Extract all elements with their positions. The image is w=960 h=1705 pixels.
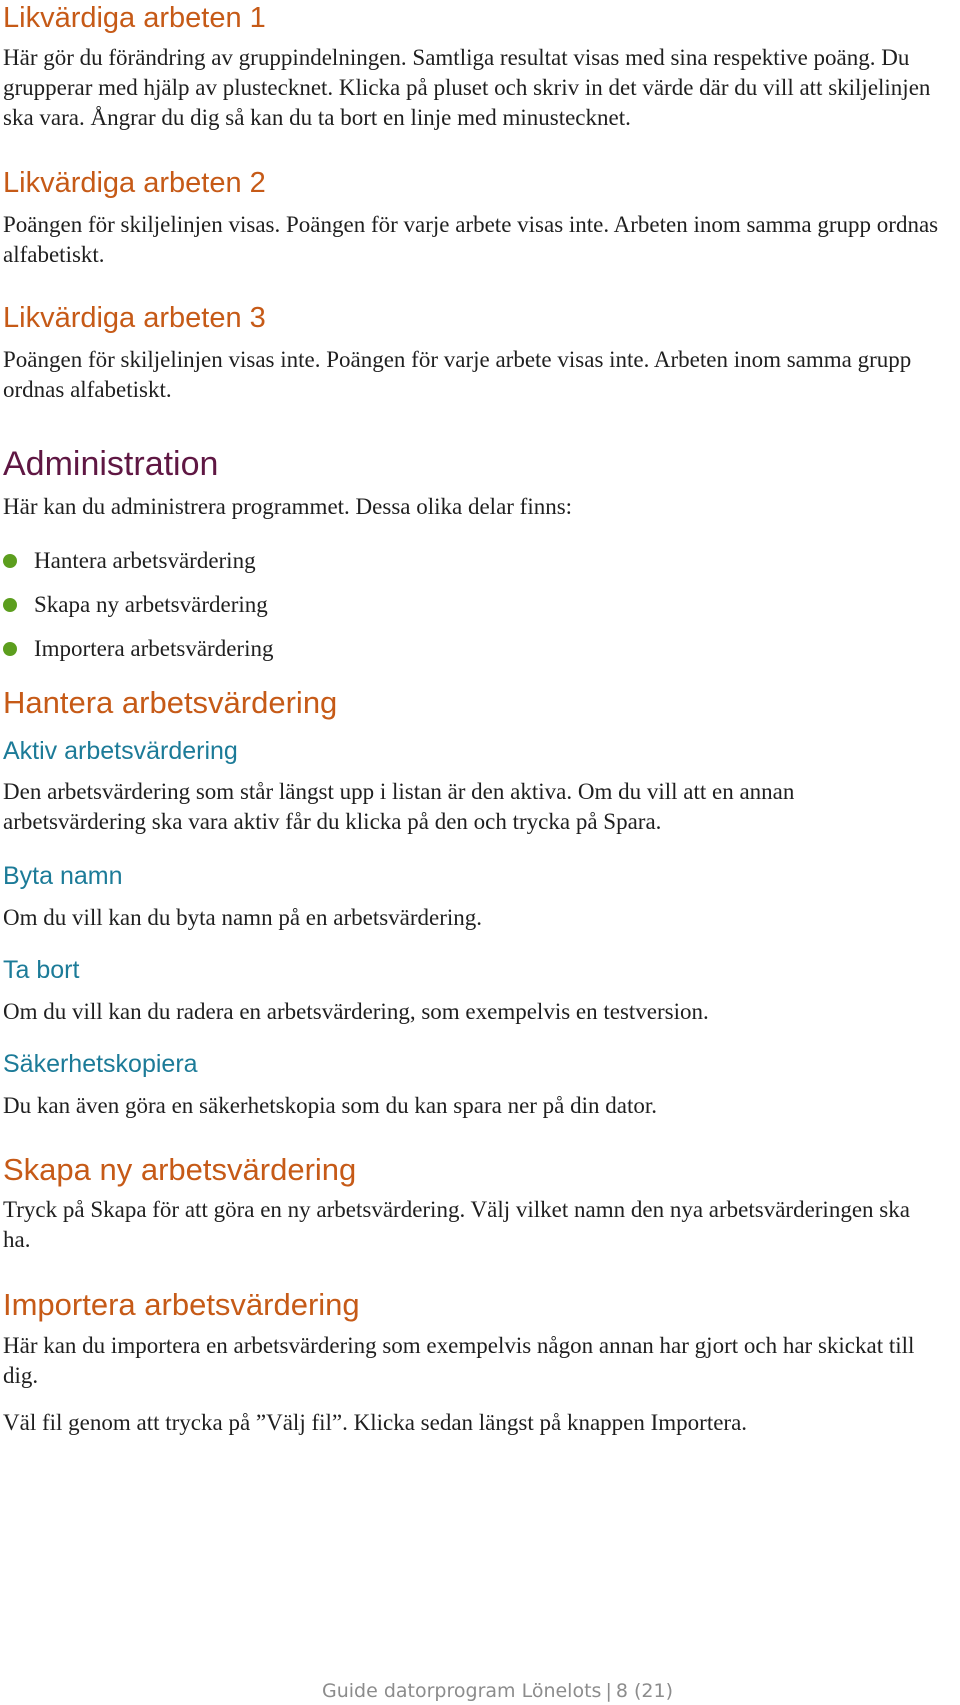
heading-byta-namn: Byta namn <box>3 862 123 890</box>
paragraph-aktiv: Den arbetsvärdering som står längst upp i listan är den aktiva. Om du vill att en annan arbetsvärdering ska vara aktiv får du klicka på den och trycka på Spara. <box>3 779 795 834</box>
bullet-dot-icon <box>3 598 17 612</box>
footer-separator: | <box>605 1680 612 1702</box>
paragraph-skapa-ny: Tryck på Skapa för att göra en ny arbetsvärdering. Välj vilket namn den nya arbetsvärderingen ska ha. <box>3 1197 910 1252</box>
list-item-label: Hantera arbetsvärdering <box>34 548 256 573</box>
paragraph-importera-1: Här kan du importera en arbetsvärdering som exempelvis någon annan har gjort och har skickat till dig. <box>3 1333 915 1388</box>
list-item <box>0 583 273 627</box>
heading-administration: Administration <box>3 445 219 483</box>
paragraph-ta-bort: Om du vill kan du radera en arbetsvärdering, som exempelvis en testversion. <box>3 999 709 1024</box>
bullet-dot-icon <box>3 554 17 568</box>
list-item-label: Skapa ny arbetsvärdering <box>34 592 268 617</box>
paragraph-sakerhetskopiera: Du kan även göra en säkerhetskopia som du kan spara ner på din dator. <box>3 1093 658 1118</box>
heading-likvardiga-2: Likvärdiga arbeten 2 <box>3 167 266 199</box>
heading-ta-bort: Ta bort <box>3 956 80 984</box>
admin-bullet-list <box>0 539 273 671</box>
footer-title: Guide datorprogram Lönelots <box>322 1680 602 1702</box>
heading-likvardiga-1: Likvärdiga arbeten 1 <box>3 2 266 34</box>
heading-likvardiga-3: Likvärdiga arbeten 3 <box>3 302 266 334</box>
heading-skapa-ny: Skapa ny arbetsvärdering <box>3 1152 357 1187</box>
heading-aktiv: Aktiv arbetsvärdering <box>3 737 238 765</box>
heading-sakerhetskopiera: Säkerhetskopiera <box>3 1050 198 1078</box>
footer-page-number: 8 <box>615 1680 628 1702</box>
paragraph-likvardiga-1: Här gör du förändring av gruppindelningen. Samtliga resultat visas med sina respektive poäng. Du grupperar med hjälp av plustecknet. Klicka på pluset och skriv in det värde där du vill att skiljelinjen ska vara. Ångrar du dig så kan du ta bort en linje med minustecknet. <box>3 45 931 130</box>
page-footer <box>322 1680 673 1702</box>
paragraph-byta-namn: Om du vill kan du byta namn på en arbetsvärdering. <box>3 905 483 930</box>
paragraph-likvardiga-3: Poängen för skiljelinjen visas inte. Poängen för varje arbete visas inte. Arbeten inom samma grupp ordnas alfabetiskt. <box>3 347 912 402</box>
list-item-label: Importera arbetsvärdering <box>34 636 274 661</box>
footer-page-total: (21) <box>633 1680 673 1702</box>
list-item <box>0 539 273 583</box>
heading-importera: Importera arbetsvärdering <box>3 1287 360 1322</box>
paragraph-likvardiga-2: Poängen för skiljelinjen visas. Poängen för varje arbete visas inte. Arbeten inom samma grupp ordnas alfabetiskt. <box>3 212 939 267</box>
bullet-dot-icon <box>3 642 17 656</box>
heading-hantera: Hantera arbetsvärdering <box>3 685 338 720</box>
paragraph-importera-2: Väl fil genom att trycka på ”Välj fil”. Klicka sedan längst på knappen Importera. <box>3 1410 748 1435</box>
paragraph-administration-intro: Här kan du administrera programmet. Dessa olika delar finns: <box>3 494 573 519</box>
list-item <box>0 627 273 671</box>
